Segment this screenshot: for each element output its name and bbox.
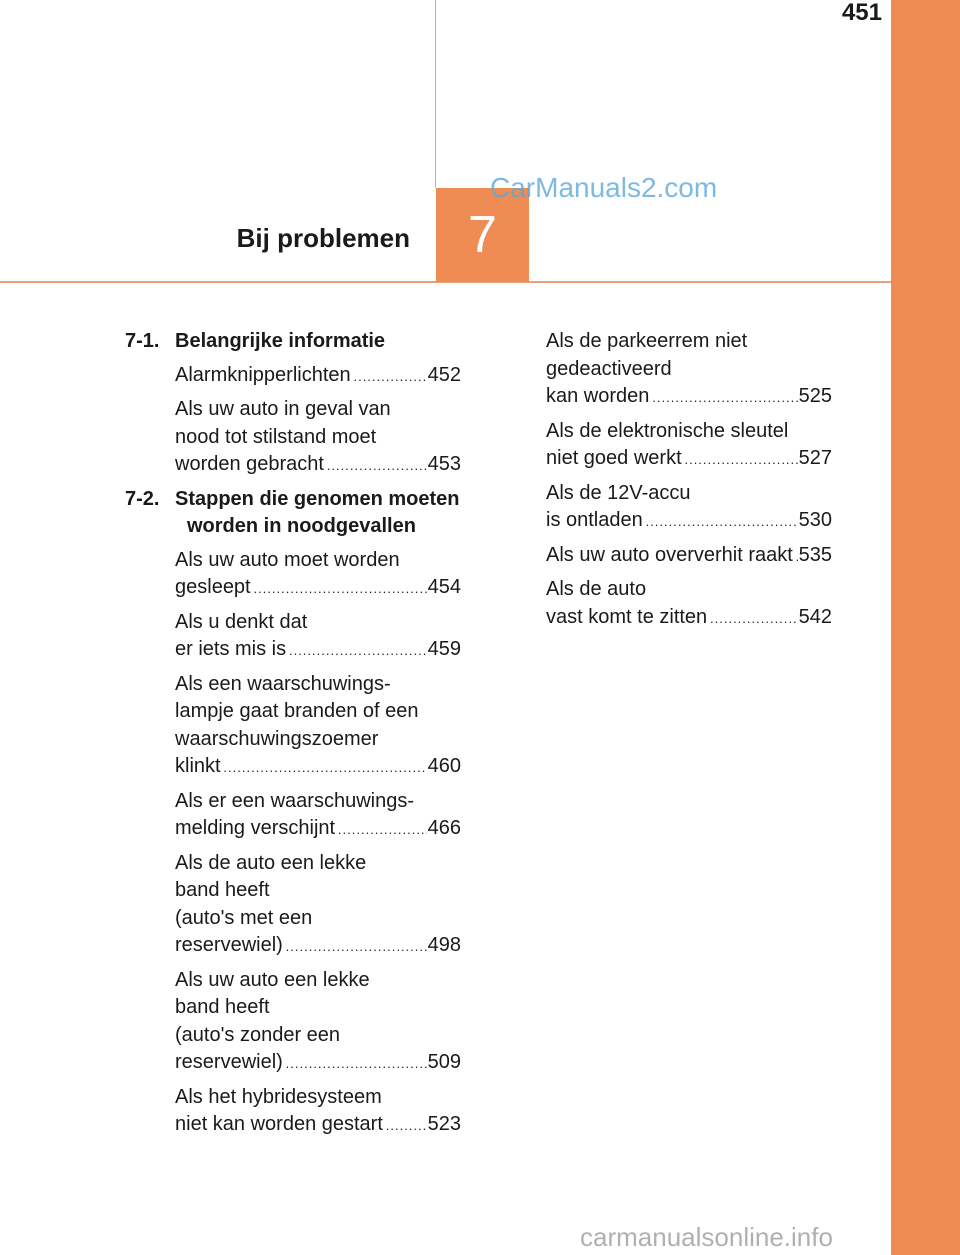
toc-entry-text: Als een waarschuwings- [175,672,391,695]
toc-entry-last-line [175,932,461,961]
chapter-number: 7 [468,206,497,264]
dot-leader [336,816,427,844]
toc-entry[interactable] [175,967,461,1078]
toc-entry-text: (auto's met een [175,906,313,929]
toc-page-number: 523 [427,1113,461,1135]
dot-leader [325,452,427,480]
dot-leader [287,637,427,665]
toc-entry-text: reservewiel) [175,1051,283,1073]
section-number: 7-1. [125,330,160,352]
toc-entry[interactable] [546,480,832,536]
toc-entry-text: waarschuwingszoemer [175,727,379,750]
toc-left-column [125,328,461,1146]
section-number: 7-2. [125,487,160,510]
toc-entry-list [546,328,832,632]
toc-entry-text: vast komt te zitten [546,605,708,628]
section-title: Belangrijke informatie [175,330,386,352]
toc-entry-text: kan worden [546,385,650,407]
chapter-tab-bar [891,0,960,1255]
toc-entry-text: band heeft [175,996,270,1018]
toc-entry[interactable] [175,850,461,961]
toc-page-number: 509 [427,1051,461,1073]
toc-page-number: 535 [798,543,832,566]
dot-leader [222,754,427,782]
vertical-rule [435,0,436,188]
toc-entry-text: gedeactiveerd [546,357,672,380]
toc-entry-text: niet goed werkt [546,447,682,469]
dot-leader [284,933,427,961]
toc-page-number: 530 [798,509,832,531]
dot-leader [794,543,798,571]
watermark-top: CarManuals2.com [490,172,718,203]
dot-leader [644,508,798,536]
toc-entry[interactable] [546,576,832,632]
toc-entry-last-line [175,636,461,665]
toc-entry[interactable] [175,788,461,844]
toc-entry-last-line [175,753,461,782]
toc-entry-text: Als uw auto in geval van [175,398,391,420]
toc-entry[interactable] [175,396,461,480]
dot-leader [708,605,797,633]
toc-entry-text: Als het hybridesysteem [175,1085,382,1108]
toc-entry-text: er iets mis is [175,638,287,660]
toc-entry-last-line [175,574,461,603]
toc-entry-text: reservewiel) [175,934,283,956]
toc-entry[interactable] [546,542,832,571]
toc-page-number: 453 [427,453,461,475]
toc-entry[interactable] [546,418,832,474]
toc-entry[interactable] [175,362,461,391]
toc-entry-text: (auto's zonder een [175,1023,341,1046]
toc-entry-text: gesleept [175,576,251,598]
toc-entry[interactable] [175,609,461,665]
toc-section-heading[interactable] [125,486,461,541]
toc-entry-text: Als de elektronische sleutel [546,419,789,442]
toc-page-number: 459 [427,638,461,660]
toc-entry-text: lampje gaat branden of een [175,700,419,722]
toc-page-number: 498 [427,934,461,956]
toc-entry[interactable] [175,1084,461,1140]
toc-entry-text: band heeft [175,879,270,901]
toc-entry-text: Als de 12V-accu [546,481,691,504]
page-number: 451 [841,0,882,26]
dot-leader [252,575,427,603]
toc-entry-list [175,362,461,480]
toc-entry-text: is ontladen [546,509,643,531]
toc-page-number: 542 [798,605,832,628]
dot-leader [683,446,798,474]
toc-section [125,328,461,480]
toc-entry[interactable] [546,328,832,412]
toc-entry-last-line [546,507,832,536]
toc-entry-text: Als uw auto een lekke [175,968,370,991]
toc-page-number: 454 [427,576,461,598]
toc-entry-last-line [175,1049,461,1078]
toc-entry-last-line [175,815,461,844]
toc-entry-text: Als de auto een lekke [175,851,367,874]
toc-page-number: 527 [798,447,832,469]
section-title: Stappen die genomen moeten worden in noodgevallen [175,487,460,537]
toc-entry-text: Als uw auto moet worden [175,548,400,571]
toc-entry-last-line [546,445,832,474]
toc-right-column [546,328,832,638]
watermark-bottom: carmanualsonline.info [580,1222,833,1252]
toc-entry-last-line [175,362,461,391]
dot-leader [352,363,427,391]
toc-page-number: 525 [798,385,832,407]
toc-entry-text: Als de parkeerrem niet [546,330,748,352]
toc-entry-text: nood tot stilstand moet [175,425,377,448]
toc-entry-text: Als er een waarschuwings- [175,789,414,812]
toc-entry-text: Als de auto [546,578,647,600]
dot-leader [284,1050,427,1078]
toc-entry[interactable] [175,671,461,782]
chapter-title: Bij problemen [236,223,410,253]
toc-entry-text: Als u denkt dat [175,610,308,633]
toc-page-number: 466 [427,817,461,839]
toc-entry-text: Als uw auto oververhit raakt [546,543,793,566]
toc-entry-last-line [546,542,832,571]
toc-entry-text: klinkt [175,755,221,777]
toc-entry-list [175,547,461,1140]
toc-entry-last-line [546,604,832,633]
toc-entry[interactable] [175,547,461,603]
toc-page-number: 452 [427,363,461,386]
toc-entry-last-line [546,383,832,412]
toc-page-number: 460 [427,755,461,777]
toc-entry-text: melding verschijnt [175,817,336,839]
dot-leader [384,1112,427,1140]
dot-leader [650,384,797,412]
toc-entry-last-line [175,451,461,480]
toc-entry-text: niet kan worden gestart [175,1113,383,1135]
toc-entry-last-line [175,1111,461,1140]
toc-section [125,486,461,1140]
toc-section-heading[interactable] [125,328,461,356]
toc-entry-text: worden gebracht [175,453,324,475]
toc-entry-text: Alarmknipperlichten [175,363,351,386]
